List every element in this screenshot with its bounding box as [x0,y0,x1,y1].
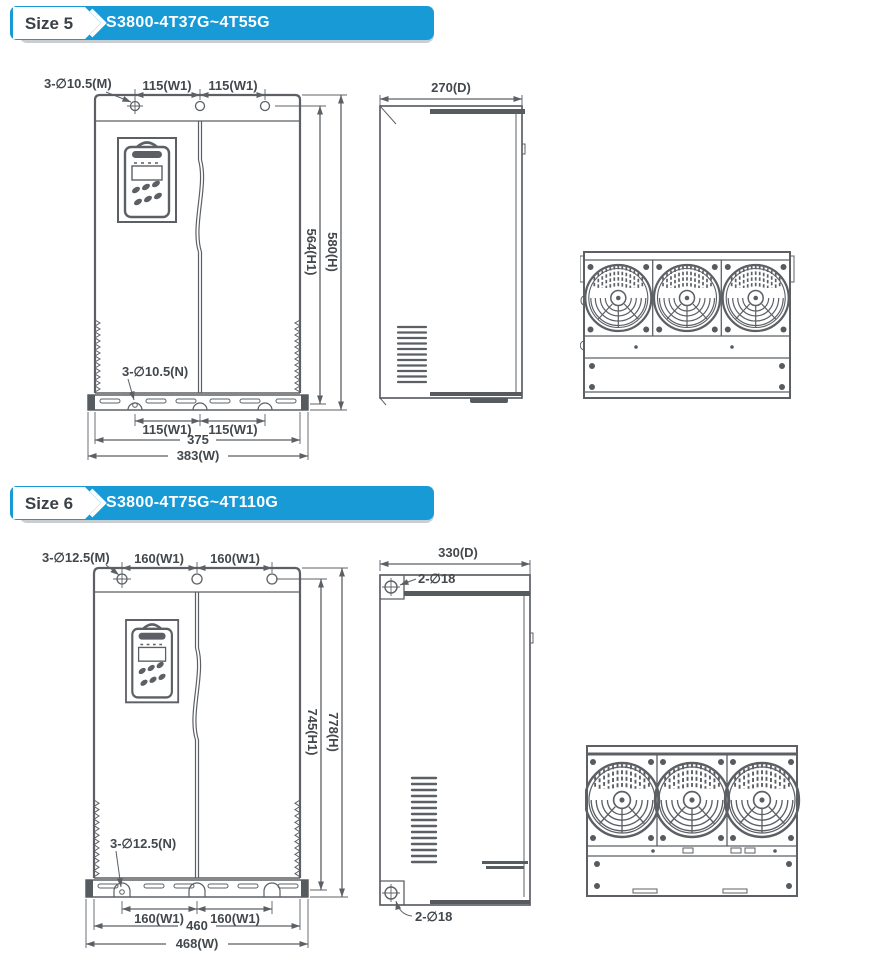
size5-top-view [580,246,795,404]
width-inner-label: 460 [186,918,208,933]
bottom-w1-right-label: 160(W1) [210,911,260,926]
size6-header [10,486,434,520]
top-hole-label: 3-∅12.5(M) [42,550,110,565]
model-range-label: S3800-4T37G~4T55G [106,14,270,31]
front-outline [95,95,300,393]
bottom-w1-left-label: 115(W1) [142,422,192,437]
bottom-bracket-edge [430,900,530,904]
center-seam-2 [199,121,204,393]
keypad-panel [118,138,176,222]
bottom-hole-count-label: 2-∅18 [415,909,453,923]
bottom-hole-label: 3-∅10.5(N) [122,364,189,379]
side-tab [530,633,533,643]
size5-front-view [42,74,357,464]
top-w1-left-label: 115(W1) [142,78,192,93]
mid-screw-2 [730,345,734,349]
fan-grille-3 [723,265,789,331]
size-badge [12,486,116,520]
size6-side-view [370,545,560,923]
bottom-mounting-tab [380,881,404,905]
panel-screws [589,363,785,390]
terminal-detail-2 [486,866,524,869]
corner-fold-line [380,106,396,124]
bottom-bracket [86,880,308,897]
height-label: 580(H) [325,232,340,272]
bottom-bracket [88,395,308,410]
center-seam-2 [196,592,201,878]
fan-grille-2 [655,763,729,837]
center-seam [196,121,201,393]
model-range-label: S3800-4T75G~4T110G [106,494,279,511]
top-hole-count-label: 2-∅18 [418,571,456,586]
height1-label: 745(H1) [305,708,320,756]
bottom-hole-label: 3-∅12.5(N) [110,836,177,851]
size-label: Size 5 [24,14,74,33]
top-hole-leader [106,92,131,102]
depth-dimension [380,95,522,110]
height-label: 778(H) [326,712,341,752]
top-hole-label: 3-∅10.5(M) [44,76,112,91]
mid-screw-1 [634,345,638,349]
top-mounting-holes [127,98,270,114]
depth-label: 330(D) [438,545,478,560]
louvers [398,327,426,382]
louvers [412,778,436,862]
top-w1-left-label: 160(W1) [134,551,184,566]
foot [470,398,508,403]
bottom-bracket-edge [430,392,522,396]
fan-grille-2 [654,265,720,331]
bottom-hole-leader [128,379,134,400]
width-outer-label: 468(W) [175,936,219,951]
top-mounting-tab [380,575,404,599]
mid-strip-slots [651,848,777,853]
keypad-panel [126,620,178,702]
terminal-detail-1 [482,861,528,864]
side-tab [522,144,525,154]
size-badge [12,6,116,40]
front-outline [94,568,300,878]
height1-label: 564(H1) [304,228,319,276]
size6-top-view [585,738,801,903]
size5-side-view [372,80,547,412]
top-w1-right-label: 115(W1) [208,78,258,93]
top-hole-leader [106,565,119,575]
top-mounting-holes [113,570,277,588]
panel-screws [594,861,792,889]
fan-grille-1 [585,265,651,331]
top-hole-leader [400,579,416,585]
size5-header [10,6,434,40]
top-bracket-edge [430,109,525,114]
fan-grille-1 [585,763,659,837]
bottom-hole-leader [116,851,121,887]
bottom-w1-right-label: 115(W1) [208,422,258,437]
width-outer-label: 383(W) [176,448,220,463]
size-label: Size 6 [24,494,74,513]
depth-label: 270(D) [431,80,471,95]
width-inner-label: 375 [187,432,209,447]
size6-front-view [40,548,360,960]
top-w1-right-label: 160(W1) [210,551,260,566]
bottom-corner-line [380,398,386,405]
fan-grille-3 [725,763,799,837]
bottom-slots [633,889,747,893]
side-outline [380,575,530,905]
bottom-w1-left-label: 160(W1) [134,911,184,926]
top-bracket-edge [404,591,530,596]
